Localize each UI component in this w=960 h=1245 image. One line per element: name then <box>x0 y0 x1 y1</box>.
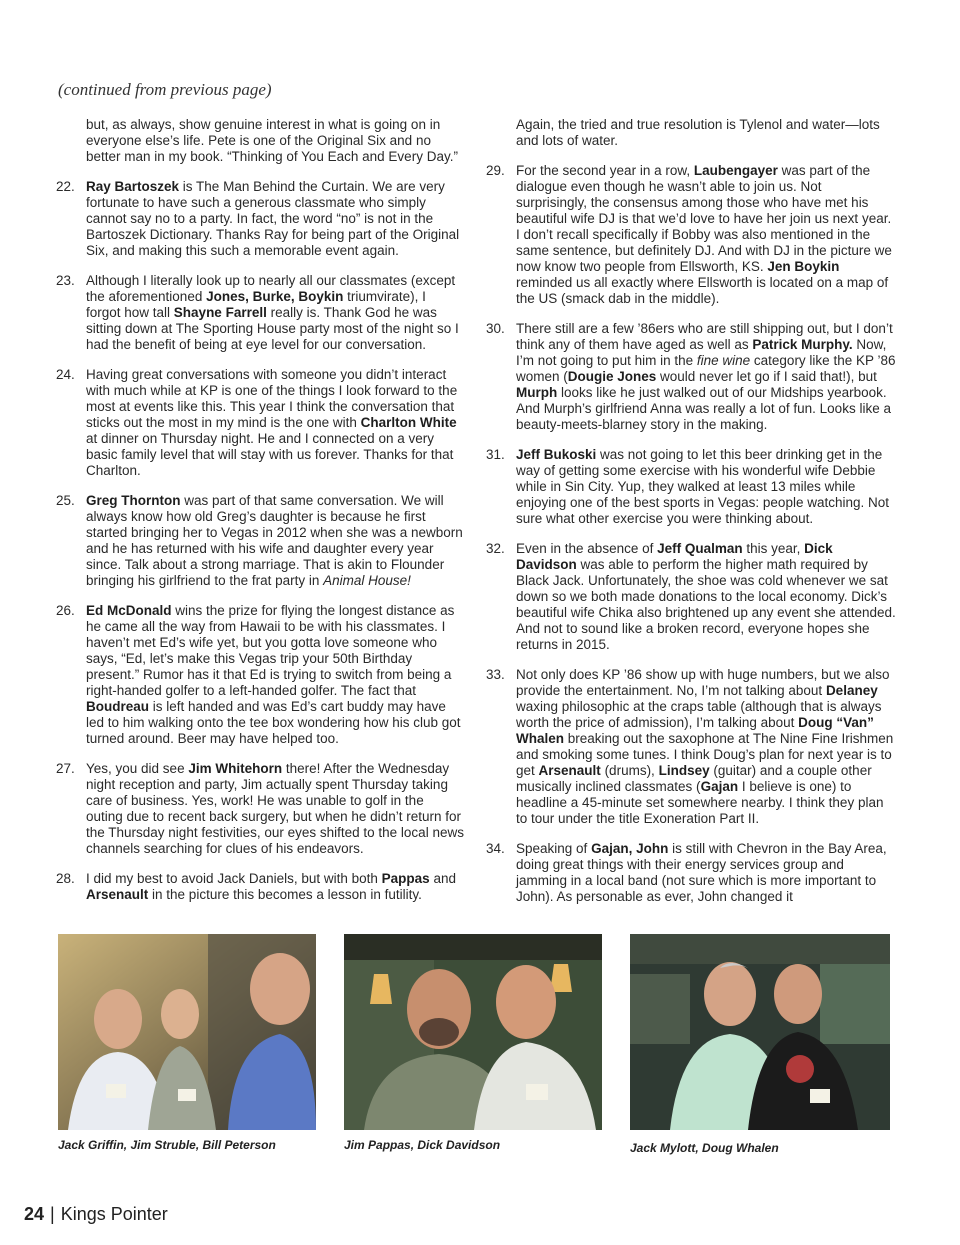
name-highlight: Ed McDonald <box>86 603 172 618</box>
item-number: 23. <box>56 273 75 288</box>
item-text <box>86 871 464 903</box>
text-run: reminded us all exactly where Ellsworth is located on a map of the US (smack dab in the middle). <box>516 275 889 306</box>
italic-text: Animal House! <box>323 573 411 588</box>
item-text <box>86 603 464 747</box>
text-run: For the second year in a row, <box>516 163 694 178</box>
text-run: was not going to let this beer drinking get in the way of getting some exercise with his wonderful wife Debbie while in Sin City. Yup, they walked at least 13 miles while enjoying one of the best sports in Vegas: people watching. Not sure what other exercise you were thinking about. <box>516 447 889 526</box>
text-run: really is. Thank God he was sitting down at The Sporting House party most of the night so I had the benefit of being at eye level for our conversation. <box>86 305 459 352</box>
footer-separator: | <box>50 1204 55 1224</box>
text-run: I did my best to avoid Jack Daniels, but with both <box>86 871 382 886</box>
text-run: Speaking of <box>516 841 592 856</box>
numbered-item <box>486 667 896 827</box>
item-text <box>86 367 464 479</box>
photo-pappas-davidson <box>344 934 602 1130</box>
text-run: would never let go if I said that!), but <box>656 369 877 384</box>
item-number: 31. <box>486 447 505 462</box>
item-number: 29. <box>486 163 505 178</box>
right-column <box>486 117 896 919</box>
page-footer <box>24 1204 168 1225</box>
name-highlight: Patrick Murphy. <box>752 337 853 352</box>
text-run: breaking out the saxophone at The Nine Fine Irishmen and smoking some tunes. I think Doug’s plan for next year is to get <box>516 731 894 778</box>
text-run: Even in the absence of <box>516 541 658 556</box>
numbered-item <box>486 321 896 433</box>
name-highlight: Dick Davidson <box>516 541 833 572</box>
name-highlight: Lindsey <box>658 763 710 778</box>
text-run: Although I literally look up to nearly all our classmates (except the aforementioned <box>86 273 456 304</box>
item-number: 28. <box>56 871 75 886</box>
numbered-item <box>486 541 896 653</box>
name-highlight: Gajan, John <box>591 841 669 856</box>
name-highlight: Pappas <box>381 871 430 886</box>
numbered-item <box>56 273 464 353</box>
italic-text: fine wine <box>696 353 751 368</box>
item-text <box>516 667 896 827</box>
item-number: 30. <box>486 321 505 336</box>
item-number: 33. <box>486 667 505 682</box>
text-run: in the picture this becomes a lesson in futility. <box>148 887 422 902</box>
numbered-item <box>56 179 464 259</box>
numbered-item <box>486 163 896 307</box>
text-run: (drums), <box>600 763 659 778</box>
item-number: 24. <box>56 367 75 382</box>
left-column <box>56 117 464 917</box>
numbered-item <box>56 367 464 479</box>
name-highlight: Jeff Bukoski <box>516 447 597 462</box>
text-run: wins the prize for flying the longest distance as he came all the way from Hawaii to be with his classmates. I haven’t met Ed’s wife yet, but you gotta love someone who says, “Ed, let’s make this Vegas trip your 50th Birthday present.” Rumor has it that Ed is trying to switch from being a right-handed golfer to a left-handed golfer. The fact that <box>86 603 455 698</box>
text-run: looks like he just walked out of our Midships yearbook. And Murph’s girlfriend Anna was really a lot of fun. Looks like a beauty-meets-blarney story in the making. <box>516 385 891 432</box>
name-highlight: Jim Whitehorn <box>188 761 283 776</box>
text-run: there! After the Wednesday night reception and party, Jim actually spent Thursday taking care of business. Yes, work! He was unable to golf in the outing due to recent back surgery, but when he didn’t return for the Thursday night festivities, our eyes shifted to the local news channels searching for clues of his endeavors. <box>86 761 464 856</box>
item-text <box>516 447 896 527</box>
name-highlight: Jones, Burke, Boykin <box>206 289 344 304</box>
text-run: There still are a few ’86ers who are still shipping out, but I don’t think any of them have aged as well as <box>516 321 893 352</box>
right-intro-paragraph: Again, the tried and true resolution is Tylenol and water—lots and lots of water. <box>516 117 880 148</box>
name-highlight: Arsenault <box>538 763 601 778</box>
item-text <box>516 321 896 433</box>
text-run: was able to perform the higher math required by Black Jack. Unfortunately, the shoe was cold whenever we sat down so we both made donations to the local economy. Dick’s beautiful wife Chika also brightened up any event she attended. And not to sound like a broken record, everyone hopes she returns in 2015. <box>516 557 896 652</box>
page-number: 24 <box>24 1204 45 1224</box>
text-run: at dinner on Thursday night. He and I connected on a very basic family level that will stay with us forever. Thanks for that Charlton. <box>86 431 454 478</box>
numbered-item <box>486 447 896 527</box>
text-run: is still with Chevron in the Bay Area, doing great things with their energy services group and jamming in a local band (not sure which is more important to John). As personable as ever, John changed it <box>516 841 887 904</box>
right-item-list <box>486 163 896 905</box>
left-item-list <box>56 179 464 903</box>
text-run: (guitar) and a couple other musically inclined classmates ( <box>516 763 872 794</box>
publication-name: Kings Pointer <box>60 1204 168 1224</box>
photo-mylott-whalen <box>630 934 890 1130</box>
name-highlight: Dougie Jones <box>567 369 657 384</box>
text-run: is left handed and was Ed’s cart buddy may have led to him walking onto the tee box wondering how his club got turned around. Beer may have helped too. <box>86 699 461 746</box>
text-run: was part of that same conversation. We will always know how old Greg’s daughter is because he first started bringing her to Vegas in 2012 when she was a newborn and he has returned with his wife and daughter every year since. Talk about a strong marriage. That is akin to Flounder bringing his girlfriend to the frat party in <box>86 493 463 588</box>
text-run: category like the KP ’86 women ( <box>516 353 896 384</box>
photo-caption-2: Jim Pappas, Dick Davidson <box>344 1138 501 1152</box>
text-run: this year, <box>742 541 805 556</box>
item-text <box>86 179 464 259</box>
name-highlight: Boudreau <box>86 699 150 714</box>
numbered-item <box>486 841 896 905</box>
name-highlight: Gajan <box>700 779 739 794</box>
item-text <box>516 163 896 307</box>
text-run: is The Man Behind the Curtain. We are very fortunate to have such a generous classmate who simply cannot say no to a party. In fact, the word “no” is not in the Bartoszek Dictionary. Thanks Ray for being part of the Original Six, and making this such a memorable event again. <box>86 179 460 258</box>
name-highlight: Jeff Qualman <box>657 541 743 556</box>
item-number: 34. <box>486 841 505 856</box>
item-text <box>86 761 464 857</box>
numbered-item <box>56 603 464 747</box>
name-highlight: Ray Bartoszek <box>86 179 180 194</box>
text-run: Now, I’m not going to put him in the <box>516 337 887 368</box>
left-intro-paragraph: but, as always, show genuine interest in what is going on in everyone else’s life. Pete is one of the Original Six and no better man in my book. “Thinking of You Each and Every Day.” <box>86 117 458 164</box>
text-run: I believe is one) to headline a 45-minute set somewhere nearby. I think they plan to tour under the title Exoneration Part II. <box>516 779 884 826</box>
item-text <box>516 541 896 653</box>
item-number: 32. <box>486 541 505 556</box>
text-run: waxing philosophic at the craps table (although that is always worth the price of admission), I’m talking about <box>516 699 882 730</box>
name-highlight: Delaney <box>825 683 878 698</box>
name-highlight: Shayne Farrell <box>173 305 267 320</box>
continued-note: (continued from previous page) <box>58 80 272 99</box>
name-highlight: Arsenault <box>86 887 149 902</box>
item-number: 25. <box>56 493 75 508</box>
photo-group-three <box>58 934 316 1130</box>
name-highlight: Greg Thornton <box>86 493 181 508</box>
text-run: triumvirate), I forgot how tall <box>86 289 426 320</box>
item-text <box>516 841 896 905</box>
text-run: Yes, you did see <box>86 761 189 776</box>
text-run: and <box>429 871 456 886</box>
item-text <box>86 273 464 353</box>
photo-caption-3: Jack Mylott, Doug Whalen <box>630 1141 779 1155</box>
text-run: Not only does KP ’86 show up with huge numbers, but we also provide the entertainment. No, I’m not talking about <box>516 667 890 698</box>
name-highlight: Charlton White <box>360 415 457 430</box>
item-number: 22. <box>56 179 75 194</box>
item-text <box>86 493 464 589</box>
name-highlight: Laubengayer <box>693 163 778 178</box>
item-number: 26. <box>56 603 75 618</box>
text-run: Having great conversations with someone you didn’t interact with much while at KP is one of the things I look forward to the most at events like this. This year I think the conversation that sticks out the most in my mind is the one with <box>86 367 458 430</box>
name-highlight: Doug “Van” Whalen <box>516 715 874 746</box>
text-run: was part of the dialogue even though he wasn’t able to join us. Not surprisingly, the consensus among those who have met his beautiful wife DJ is that we’d love to have her join us next year. I don’t recall specifically if Bobby was also mentioned in the same sentence, but definitely DJ. And with DJ in the picture we now know two people from Ellsworth, KS. <box>516 163 892 274</box>
name-highlight: Jen Boykin <box>767 259 840 274</box>
photo-caption-1: Jack Griffin, Jim Struble, Bill Peterson <box>58 1138 276 1152</box>
numbered-item <box>56 761 464 857</box>
numbered-item <box>56 871 464 903</box>
numbered-item <box>56 493 464 589</box>
name-highlight: Murph <box>516 385 558 400</box>
item-number: 27. <box>56 761 75 776</box>
